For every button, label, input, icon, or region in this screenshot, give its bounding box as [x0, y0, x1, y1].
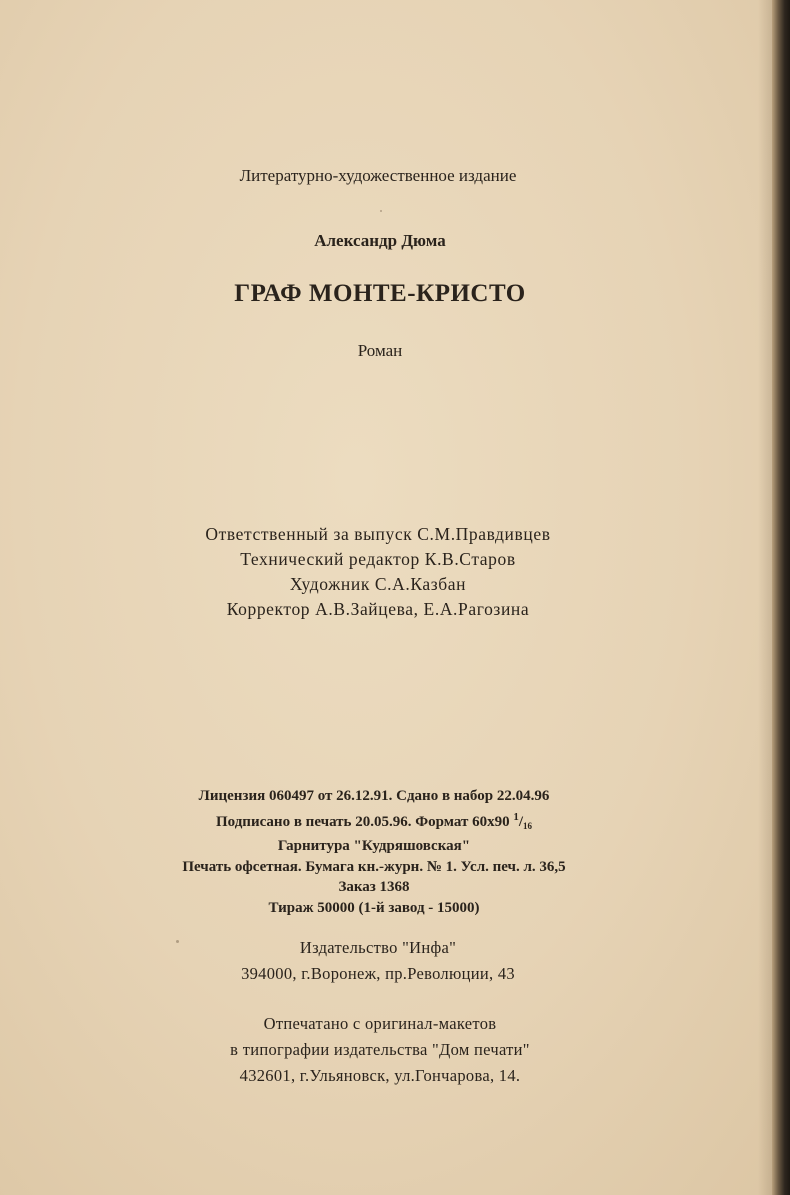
credit-line: Технический редактор К.В.Старов — [240, 549, 516, 569]
signed-line — [0, 807, 760, 837]
page-edge-shadow — [758, 0, 772, 1195]
credit-line: Ответственный за выпуск С.М.Правдивцев — [205, 524, 551, 544]
paper-speck — [380, 210, 382, 212]
order-line: Заказ 1368 — [338, 879, 410, 895]
format-slash: / — [518, 813, 523, 830]
publisher-name: Издательство "Инфа" — [299, 938, 457, 957]
format-numerator: 1 — [513, 810, 519, 823]
printer-line: в типографии издательства "Дом печати" — [230, 1040, 530, 1059]
print-info-line: Печать офсетная. Бумага кн.-журн. № 1. Усл. печ. л. 36,5 — [182, 858, 566, 875]
license-line: Лицензия 060497 от 26.12.91. Сдано в набор 22.04.96 — [198, 788, 550, 804]
imprint-block — [0, 786, 760, 918]
book-spine-edge — [772, 0, 790, 1195]
edition-type: Литературно-художественное издание — [239, 166, 517, 185]
print-run-line: Тираж 50000 (1-й завод - 15000) — [268, 899, 480, 916]
genre-label: Роман — [357, 341, 403, 360]
format-denominator: 16 — [523, 820, 532, 831]
signed-text: Подписано в печать 20.05.96. Формат 60х90 — [215, 813, 514, 830]
printer-address: 432601, г.Ульяновск, ул.Гончарова, 14. — [239, 1066, 521, 1085]
publisher-address: 394000, г.Воронеж, пр.Революции, 43 — [241, 964, 515, 983]
typeface-line: Гарнитура "Кудряшовская" — [277, 838, 471, 854]
author-name: Александр Дюма — [314, 231, 446, 250]
publisher-block — [0, 935, 764, 987]
credit-line: Корректор А.В.Зайцева, Е.А.Рагозина — [226, 599, 530, 619]
credits-block — [0, 522, 764, 622]
paper-speck — [176, 940, 179, 943]
printer-block — [0, 1011, 766, 1089]
printer-line: Отпечатано с оригинал-макетов — [263, 1014, 497, 1033]
credit-line: Художник С.А.Казбан — [289, 574, 467, 594]
book-title: ГРАФ МОНТЕ-КРИСТО — [234, 280, 526, 307]
